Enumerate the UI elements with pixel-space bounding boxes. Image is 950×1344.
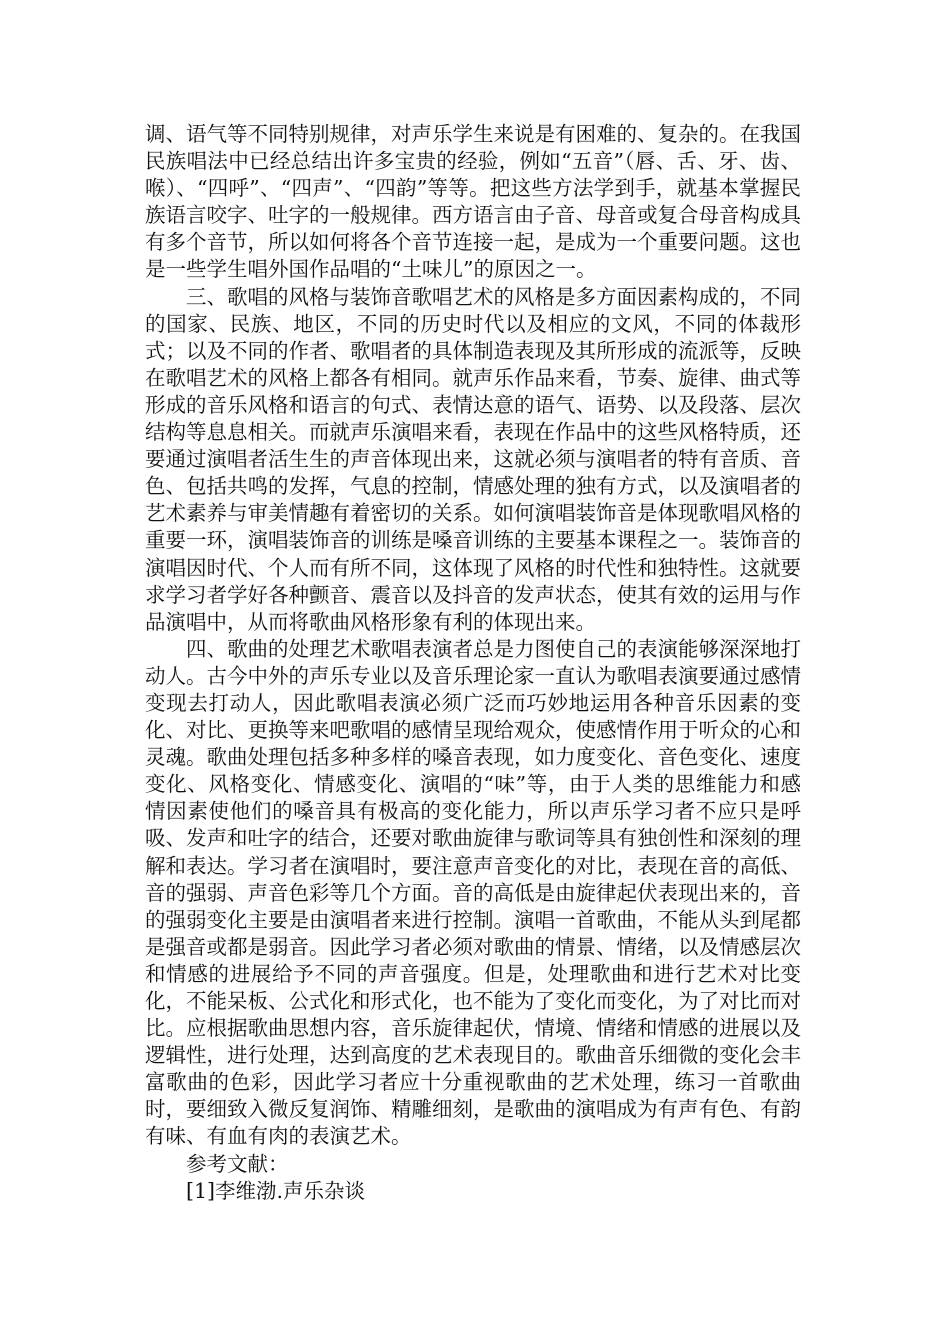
reference-item-1: [1]李维渤.声乐杂谈 — [186, 1178, 366, 1203]
paragraph-section-four-song-interpretation: 四、歌曲的处理艺术歌唱表演者总是力图使自己的表演能够深深地打动人。古今中外的声乐专业以及音乐理论家一直认为歌唱表演要通过感情变现去打动人，因此歌唱表演必须广泛而巧妙地运用各种音乐因素的变化、对比、更换等来吧歌唱的感情呈现给观众，使感情作用于听众的心和灵魂。歌曲处理包括多种多样的嗓音表现，如力度变化、音色变化、速度变化、风格变化、情感变化、演唱的“味”等，由于人类的思维能力和感情因素使他们的嗓音具有极高的变化能力，所以声乐学习者不应只是呼吸、发声和吐字的结合，还要对歌曲旋律与歌词等具有独创性和深刻的理解和表达。学习者在演唱时，要注意声音变化的对比，表现在音的高低、音的强弱、声音色彩等几个方面。音的高低是由旋律起伏表现出来的，音的强弱变化主要是由演唱者来进行控制。演唱一首歌曲，不能从头到尾都是强音或都是弱音。因此学习者必须对歌曲的情景、情绪，以及情感层次和情感的进展给予不同的声音强度。但是，处理歌曲和进行艺术对比变化，不能呆板、公式化和形式化，也不能为了变化而变化，为了对比而对比。应根据歌曲思想内容，音乐旋律起伏，情境、情绪和情感的进展以及逻辑性，进行处理，达到高度的艺术表现目的。歌曲音乐细微的变化会丰富歌曲的色彩，因此学习者应十分重视歌曲的艺术处理，练习一首歌曲时，要细致入微反复润饰、精雕细刻，是歌曲的演唱成为有声有色、有韵有味、有血有肉的表演艺术。 — [145, 636, 801, 1149]
document-page — [145, 121, 801, 1205]
paragraph-continuation: 调、语气等不同特别规律，对声乐学生来说是有困难的、复杂的。在我国民族唱法中已经总结出许多宝贵的经验，例如“五音”（唇、舌、牙、齿、喉）、“四呼”、“四声”、“四韵”等等。把这些方法学到手，就基本掌握民族语言咬字、吐字的一般规律。西方语言由子音、母音或复合母音构成具有多个音节，所以如何将各个音节连接一起，是成为一个重要问题。这也是一些学生唱外国作品唱的“土味儿”的原因之一。 — [145, 122, 801, 282]
paragraph-section-three-style-ornament: 三、歌唱的风格与装饰音歌唱艺术的风格是多方面因素构成的，不同的国家、民族、地区，不同的历史时代以及相应的文风，不同的体裁形式；以及不同的作者、歌唱者的具体制造表现及其所形成的流派等，反映在歌唱艺术的风格上都各有相同。就声乐作品来看，节奏、旋律、曲式等形成的音乐风格和语言的句式、表情达意的语气、语势、以及段落、层次结构等息息相关。而就声乐演唱来看，表现在作品中的这些风格特质，还要通过演唱者活生生的声音体现出来，这就必须与演唱者的特有音质、音色、包括共鸣的发挥，气息的控制，情感处理的独有方式，以及演唱者的艺术素养与审美情趣有着密切的关系。如何演唱装饰音是体现歌唱风格的重要一环，演唱装饰音的训练是嗓音训练的主要基本课程之一。装饰音的演唱因时代、个人而有所不同，这体现了风格的时代性和独特性。这就要求学习者学好各种颤音、震音以及抖音的发声状态，使其有效的运用与作品演唱中，从而将歌曲风格形象有利的体现出来。 — [145, 284, 801, 634]
references-heading: 参考文献： — [186, 1151, 289, 1176]
